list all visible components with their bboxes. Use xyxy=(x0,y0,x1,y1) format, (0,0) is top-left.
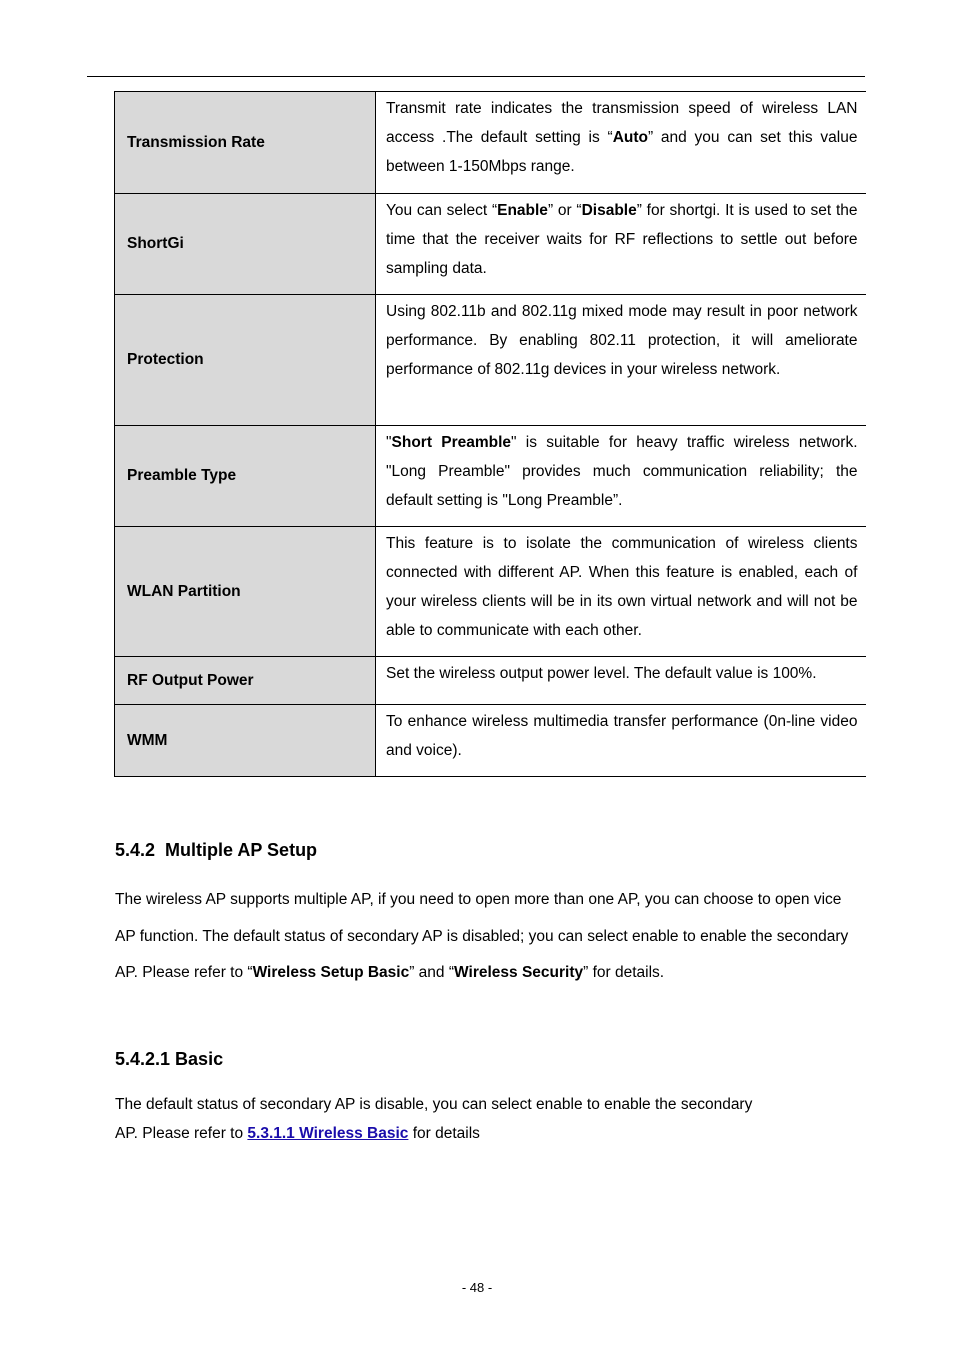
subsection-line2-prefix: AP. Please refer to xyxy=(115,1125,248,1142)
emphasis-text: Wireless Security xyxy=(454,964,584,981)
subsection-paragraph xyxy=(115,1090,835,1148)
parameter-name: RF Output Power xyxy=(115,657,376,705)
parameter-table xyxy=(114,91,866,777)
parameter-description xyxy=(376,527,866,657)
section-paragraph xyxy=(115,882,855,992)
parameter-description xyxy=(376,426,866,527)
parameter-description xyxy=(376,194,866,295)
subsection-heading: 5.4.2.1 Basic xyxy=(115,1049,224,1069)
parameter-description xyxy=(376,92,866,194)
parameter-description xyxy=(376,295,866,426)
description-text: To enhance wireless multimedia transfer performance (0n-line video and voice). xyxy=(386,713,858,759)
table-row xyxy=(115,295,866,426)
table-row xyxy=(115,657,866,705)
description-text: This feature is to isolate the communication of wireless clients connected with different AP. When this feature is enabled, each of your wireless clients will be in its own virtual network and will not be able to communicate with each other. xyxy=(386,535,858,639)
parameter-description xyxy=(376,705,866,777)
emphasis-text: Enable xyxy=(497,202,548,219)
header-rule xyxy=(87,76,865,77)
parameter-name: WLAN Partition xyxy=(115,527,376,657)
table-row xyxy=(115,705,866,777)
section-title: Multiple AP Setup xyxy=(165,840,318,860)
description-text: ” or “ xyxy=(547,202,582,219)
subsection-line2-suffix: for details xyxy=(408,1125,480,1142)
paragraph-text: ” and “ xyxy=(409,964,455,981)
page-number: - 48 - xyxy=(461,1280,493,1295)
parameter-name: Preamble Type xyxy=(115,426,376,527)
description-text: " is suitable for heavy traffic wireless network. "Long Preamble" provides much communication reliability; the default setting is "Long Preamble”. xyxy=(386,434,858,509)
section-heading xyxy=(115,840,317,861)
emphasis-text: Disable xyxy=(581,202,637,219)
emphasis-text: Wireless Setup Basic xyxy=(252,964,410,981)
table-row xyxy=(115,426,866,527)
description-text: You can select “ xyxy=(386,202,498,219)
description-text: Set the wireless output power level. The default value is 100%. xyxy=(386,665,817,682)
table-row xyxy=(115,92,866,194)
emphasis-text: Short Preamble xyxy=(391,434,512,451)
description-text: " xyxy=(386,434,392,451)
paragraph-text: ” for details. xyxy=(583,964,665,981)
description-text: ” for shortgi. It is used to set the time that the receiver waits for RF reflections to settle out before sampling data. xyxy=(386,202,858,277)
parameter-name: ShortGi xyxy=(115,194,376,295)
wireless-basic-link[interactable]: 5.3.1.1 Wireless Basic xyxy=(247,1125,409,1142)
parameter-name: WMM xyxy=(115,705,376,777)
parameter-description xyxy=(376,657,866,705)
table-row xyxy=(115,527,866,657)
description-text: ” and you can set this value between 1-150Mbps range. xyxy=(386,129,858,175)
parameter-name: Transmission Rate xyxy=(115,92,376,194)
emphasis-text: Auto xyxy=(612,129,648,146)
table-row xyxy=(115,194,866,295)
section-number: 5.4.2 xyxy=(115,840,156,860)
description-text: Transmit rate indicates the transmission speed of wireless LAN access .The default setting is “ xyxy=(386,100,858,146)
parameter-name: Protection xyxy=(115,295,376,426)
subsection-line1: The default status of secondary AP is disable, you can select enable to enable the secondary xyxy=(115,1096,753,1113)
description-text: Using 802.11b and 802.11g mixed mode may result in poor network performance. By enabling 802.11 protection, it will ameliorate performance of 802.11g devices in your wireless network. xyxy=(386,303,858,378)
paragraph-text: The wireless AP supports multiple AP, if you need to open more than one AP, you can choose to open vice AP function. The default status of secondary AP is disabled; you can select enable to enable the secondary AP. Please refer to “ xyxy=(115,891,849,981)
